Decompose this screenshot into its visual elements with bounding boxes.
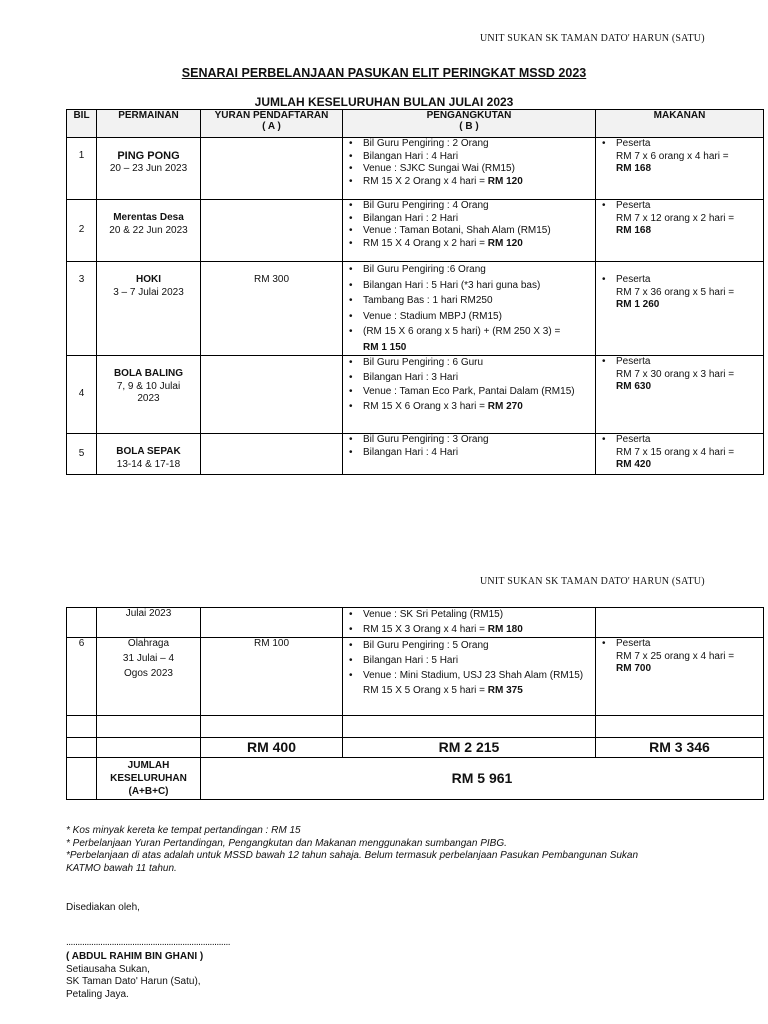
list-item: • Bilangan Hari : 4 Hari xyxy=(363,151,595,164)
prepared-by: Disediakan oleh, xyxy=(66,902,140,913)
list-item: • Venue : Stadium MBPJ (RM15) xyxy=(363,309,595,325)
grand-total-row xyxy=(67,758,764,800)
row-number: 6 xyxy=(67,638,97,716)
list-item: • Bil Guru Pengiring : 4 Orang xyxy=(363,200,595,213)
list-item: • Bilangan Hari : 5 Hari (*3 hari guna bas) xyxy=(363,278,595,294)
list-item: • RM 15 X 2 Orang x 4 hari = RM 120 xyxy=(363,176,595,189)
game-name: Merentas Desa xyxy=(113,212,184,223)
table-row xyxy=(67,716,764,738)
expense-table xyxy=(66,109,764,475)
list-item: • Bil Guru Pengiring :6 Orang xyxy=(363,262,595,278)
notes xyxy=(66,825,756,875)
signatory-school: SK Taman Dato' Harun (Satu), xyxy=(66,976,201,987)
game-cell xyxy=(97,138,201,200)
food-cell xyxy=(596,200,764,262)
yuran-cell xyxy=(201,608,343,638)
game-cell xyxy=(97,262,201,356)
list-item: • Tambang Bas : 1 hari RM250 xyxy=(363,293,595,309)
food-total: RM 630 xyxy=(616,381,652,392)
game-date: 20 – 23 Jun 2023 xyxy=(109,162,188,174)
table-row xyxy=(67,434,764,475)
list-item: • Bilangan Hari : 2 Hari xyxy=(363,213,595,226)
list-item: • Bil Guru Pengiring : 3 Orang xyxy=(363,434,595,447)
food-cell xyxy=(596,262,764,356)
transport-cell xyxy=(343,638,596,716)
list-item: • Bilangan Hari : 3 Hari xyxy=(363,371,595,386)
food-label: • Peserta xyxy=(616,356,763,369)
col-header-yuran: YURAN PENDAFTARAN ( A ) xyxy=(201,110,343,138)
signature-block xyxy=(66,951,466,1001)
total-makanan: RM 3 346 xyxy=(596,738,764,758)
list-item: • RM 15 X 3 Orang x 4 hari = RM 180 xyxy=(363,623,595,638)
signatory-name: ( ABDUL RAHIM BIN GHANI ) xyxy=(66,951,204,962)
list-item: • RM 15 X 6 Orang x 3 hari = RM 270 xyxy=(363,400,595,415)
col-header-pengangkutan: PENGANGKUTAN ( B ) xyxy=(343,110,596,138)
unit-header-page2: UNIT SUKAN SK TAMAN DATO' HARUN (SATU) xyxy=(480,576,705,587)
unit-header: UNIT SUKAN SK TAMAN DATO' HARUN (SATU) xyxy=(480,33,705,44)
game-date: 7, 9 & 10 Julai 2023 xyxy=(116,380,181,404)
game-cell xyxy=(97,356,201,434)
game-name: BOLA SEPAK xyxy=(116,446,181,457)
document-subtitle: JUMLAH KESELURUHAN BULAN JULAI 2023 xyxy=(254,95,514,109)
yuran-cell xyxy=(201,356,343,434)
table-row xyxy=(67,638,764,716)
list-item: • Bil Guru Pengiring : 2 Orang xyxy=(363,138,595,151)
grand-total-label: JUMLAH KESELURUHAN (A+B+C) xyxy=(97,758,201,800)
game-name: PING PONG xyxy=(117,150,180,162)
list-item: • Venue : SJKC Sungai Wai (RM15) xyxy=(363,163,595,176)
signatory-city: Petaling Jaya. xyxy=(66,988,129,1000)
list-item: • Venue : Taman Botani, Shah Alam (RM15) xyxy=(363,225,595,238)
table-row xyxy=(67,138,764,200)
row-number xyxy=(67,608,97,638)
col-header-bil: BIL xyxy=(67,110,97,138)
food-calc: RM 7 x 25 orang x 4 hari = xyxy=(616,650,735,662)
list-item: • Bil Guru Pengiring : 6 Guru xyxy=(363,356,595,371)
food-calc: RM 7 x 36 orang x 5 hari = xyxy=(616,286,735,298)
row-number: 5 xyxy=(67,434,97,475)
row-number: 4 xyxy=(67,356,97,434)
game-date: 13-14 & 17-18 xyxy=(116,458,181,470)
note-line: *Perbelanjaan di atas adalah untuk MSSD bawah 12 tahun sahaja. Belum termasuk perbelanjaan Pasukan Pembangunan Sukan xyxy=(66,850,639,861)
transport-cell xyxy=(343,356,596,434)
expense-table-continued xyxy=(66,607,764,800)
document-title: SENARAI PERBELANJAAN PASUKAN ELIT PERINGKAT MSSD 2023 xyxy=(181,66,587,80)
col-header-permainan: PERMAINAN xyxy=(97,110,201,138)
game-cell xyxy=(97,434,201,475)
row-number: 3 xyxy=(67,262,97,356)
food-calc: RM 7 x 12 orang x 2 hari = xyxy=(616,212,735,224)
table-row xyxy=(67,608,764,638)
yuran-cell: RM 100 xyxy=(201,638,343,716)
transport-cell xyxy=(343,200,596,262)
table-row xyxy=(67,262,764,356)
game-name: HOKI xyxy=(136,274,161,285)
food-label: • Peserta xyxy=(616,138,763,151)
game-date: 20 & 22 Jun 2023 xyxy=(109,224,188,236)
food-total: RM 1 260 xyxy=(616,299,660,310)
game-date: 31 Julai – 4 Ogos 2023 xyxy=(122,652,175,679)
food-calc: RM 7 x 15 orang x 4 hari = xyxy=(616,446,735,458)
list-item: • Bil Guru Pengiring : 5 Orang xyxy=(363,638,595,653)
note-line: * Perbelanjaan Yuran Pertandingan, Pengangkutan dan Makanan menggunakan sumbangan PIBG. xyxy=(66,837,507,849)
col-header-makanan: MAKANAN xyxy=(596,110,764,138)
food-total: RM 700 xyxy=(616,663,652,674)
game-date: Julai 2023 xyxy=(97,608,201,638)
food-cell xyxy=(596,608,764,638)
grand-total-value: RM 5 961 xyxy=(201,758,764,800)
game-date: 3 – 7 Julai 2023 xyxy=(113,286,184,298)
note-line: * Kos minyak kereta ke tempat pertandingan : RM 15 xyxy=(66,825,301,836)
game-name: BOLA BALING xyxy=(113,368,184,379)
row-number: 2 xyxy=(67,200,97,262)
yuran-cell xyxy=(201,138,343,200)
total-yuran: RM 400 xyxy=(201,738,343,758)
list-item: • Venue : Mini Stadium, USJ 23 Shah Alam (RM15) RM 15 X 5 Orang x 5 hari = RM 375 xyxy=(363,668,595,698)
list-item: • Venue : SK Sri Petaling (RM15) xyxy=(363,608,595,623)
list-item: • Venue : Taman Eco Park, Pantai Dalam (RM15) xyxy=(363,385,595,400)
list-item: • RM 15 X 4 Orang x 2 hari = RM 120 xyxy=(363,238,595,251)
game-cell xyxy=(97,200,201,262)
list-item: • Bilangan Hari : 5 Hari xyxy=(363,653,595,668)
totals-row xyxy=(67,738,764,758)
food-cell xyxy=(596,356,764,434)
food-label: • Peserta xyxy=(616,638,763,651)
transport-cell xyxy=(343,262,596,356)
food-total: RM 420 xyxy=(616,459,652,470)
yuran-cell xyxy=(201,434,343,475)
transport-cell xyxy=(343,608,596,638)
food-cell xyxy=(596,138,764,200)
food-label: • Peserta xyxy=(616,200,763,213)
food-cell xyxy=(596,638,764,716)
yuran-cell: RM 300 xyxy=(201,262,343,356)
food-label: • Peserta xyxy=(616,434,763,447)
food-calc: RM 7 x 6 orang x 4 hari = xyxy=(616,150,729,162)
table-row xyxy=(67,356,764,434)
row-number: 1 xyxy=(67,138,97,200)
list-item: • (RM 15 X 6 orang x 5 hari) + (RM 250 X 3) = RM 1 150 xyxy=(363,324,595,355)
food-total: RM 168 xyxy=(616,225,652,236)
yuran-cell xyxy=(201,200,343,262)
game-cell xyxy=(97,638,201,716)
signatory-role: Setiausaha Sukan, xyxy=(66,963,150,975)
list-item: • Bilangan Hari : 4 Hari xyxy=(363,447,595,460)
signature-line: ........................................................................ xyxy=(66,937,231,948)
game-name: Olahraga xyxy=(127,638,170,649)
table-header-row xyxy=(67,110,764,138)
food-total: RM 168 xyxy=(616,163,652,174)
table-row xyxy=(67,200,764,262)
food-cell xyxy=(596,434,764,475)
total-pengangkutan: RM 2 215 xyxy=(343,738,596,758)
food-label: • Peserta xyxy=(616,274,763,287)
transport-cell xyxy=(343,138,596,200)
food-calc: RM 7 x 30 orang x 3 hari = xyxy=(616,368,735,380)
note-line: KATMO bawah 11 tahun. xyxy=(66,862,177,874)
transport-cell xyxy=(343,434,596,475)
